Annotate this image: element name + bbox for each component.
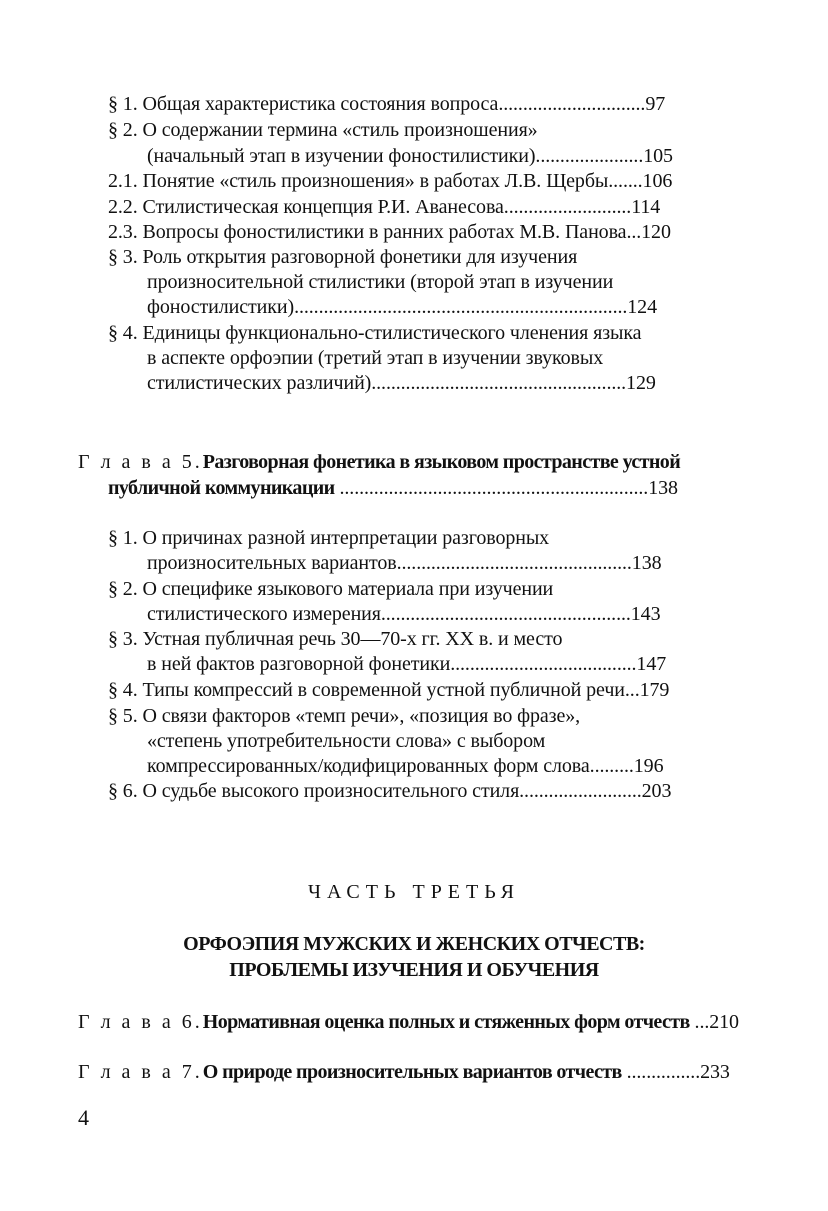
toc-entry: 2.1. Понятие «стиль произношения» в работах Л.В. Щербы.......106 bbox=[108, 170, 673, 192]
toc-entry-continuation: произносительных вариантов................................................138 bbox=[147, 552, 662, 574]
chapter-title: Разговорная фонетика в языковом пространстве устной bbox=[202, 451, 681, 473]
chapter-label: Г л а в а 7. bbox=[78, 1061, 203, 1083]
toc-entry-continuation: стилистического измерения...................................................143 bbox=[147, 603, 661, 625]
toc-entry: § 1. Общая характеристика состояния вопроса..............................97 bbox=[108, 93, 666, 115]
chapter-heading-line bbox=[108, 476, 678, 500]
chapter-page-ref: ...............233 bbox=[621, 1061, 730, 1083]
toc-chapter7 bbox=[78, 1060, 730, 1084]
chapter-heading-line bbox=[78, 450, 680, 474]
chapter-label: Г л а в а 6. bbox=[78, 1011, 203, 1033]
toc-entry-continuation: в ней фактов разговорной фонетики......................................147 bbox=[147, 653, 667, 675]
toc-entry: § 4. Единицы функционально-стилистического членения языка bbox=[108, 322, 642, 344]
chapter-title-continuation: публичной коммуникации bbox=[108, 477, 335, 499]
chapter-page-ref: ...............................................................138 bbox=[334, 477, 678, 499]
toc-entry: § 3. Роль открытия разговорной фонетики для изучения bbox=[108, 246, 578, 268]
page-number: 4 bbox=[78, 1105, 89, 1130]
toc-entry: § 1. О причинах разной интерпретации разговорных bbox=[108, 527, 550, 549]
chapter-title: Нормативная оценка полных и стяженных форм отчеств bbox=[202, 1011, 690, 1033]
toc-entry-continuation: фоностилистики)....................................................................124 bbox=[147, 296, 657, 318]
toc-entry: § 3. Устная публичная речь 30—70-х гг. XX в. и место bbox=[108, 628, 563, 650]
toc-entry-continuation: «степень употребительности слова» с выбором bbox=[147, 730, 546, 752]
toc-entry-continuation: в аспекте орфоэпии (третий этап в изучении звуковых bbox=[147, 347, 604, 369]
part-label: ЧАСТЬ ТРЕТЬЯ bbox=[307, 881, 521, 903]
toc-entry: 2.2. Стилистическая концепция Р.И. Аванесова..........................114 bbox=[108, 196, 661, 218]
toc-entry: § 6. О судьбе высокого произносительного стиля.........................203 bbox=[108, 780, 672, 802]
part-title: ОРФОЭПИЯ МУЖСКИХ И ЖЕНСКИХ ОТЧЕСТВ: bbox=[183, 933, 645, 955]
toc-chapter6 bbox=[78, 1010, 739, 1034]
chapter-label: Г л а в а 5. bbox=[78, 451, 203, 473]
chapter-page-ref: ...210 bbox=[689, 1011, 739, 1033]
toc-entry-continuation: стилистических различий)....................................................129 bbox=[147, 372, 656, 394]
toc-entry: § 2. О содержании термина «стиль произношения» bbox=[108, 119, 538, 141]
toc-entry-continuation: компрессированных/кодифицированных форм слова.........196 bbox=[147, 755, 664, 777]
part-title-continuation: ПРОБЛЕМЫ ИЗУЧЕНИЯ И ОБУЧЕНИЯ bbox=[229, 959, 599, 981]
toc-entry: 2.3. Вопросы фоностилистики в ранних работах М.В. Панова...120 bbox=[108, 221, 671, 243]
toc-entry-continuation: (начальный этап в изучении фоностилистики)......................105 bbox=[147, 145, 673, 167]
toc-entry: § 5. О связи факторов «темп речи», «позиция во фразе», bbox=[108, 705, 581, 727]
toc-entry: § 4. Типы компрессий в современной устной публичной речи...179 bbox=[108, 679, 670, 701]
toc-entry-continuation: произносительной стилистики (второй этап в изучении bbox=[147, 271, 614, 293]
chapter-title: О природе произносительных вариантов отчеств bbox=[202, 1061, 622, 1083]
toc-entry: § 2. О специфике языкового материала при изучении bbox=[108, 578, 554, 600]
